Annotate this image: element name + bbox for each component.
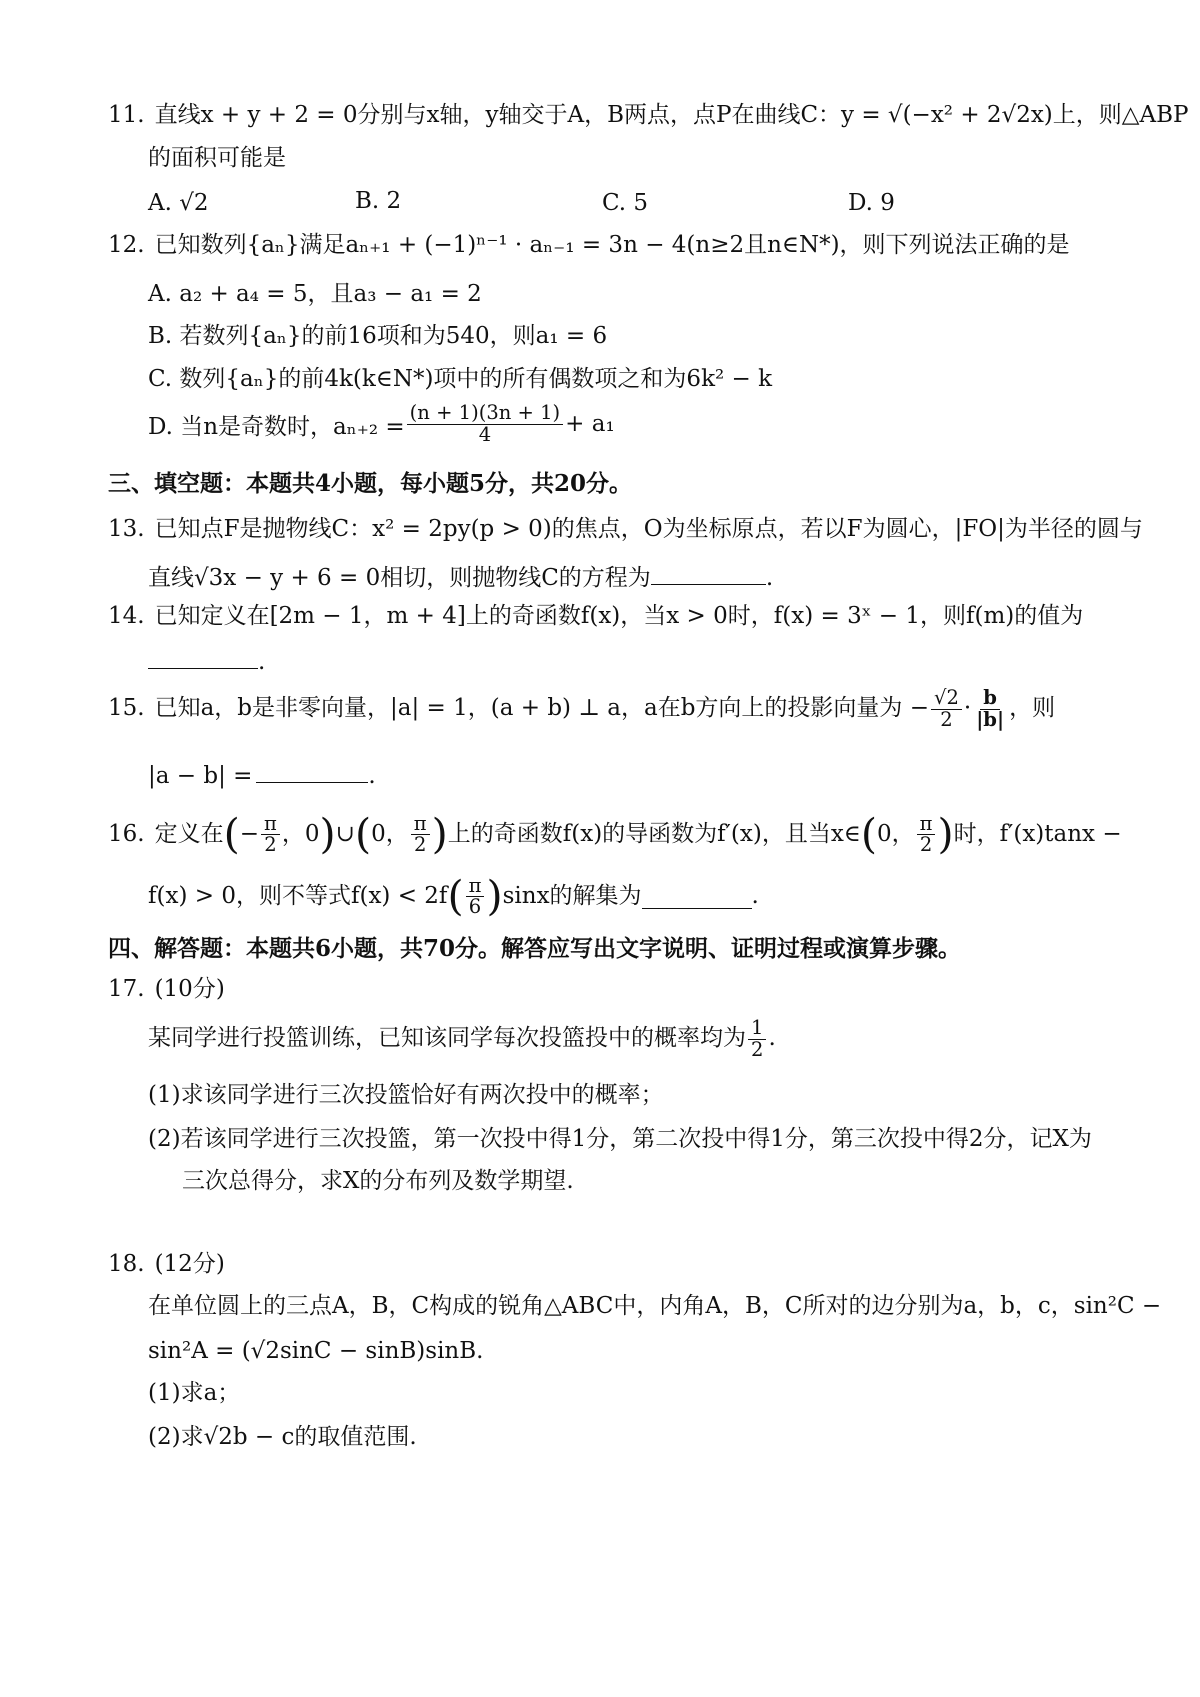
question-stem: 已知a，b是非零向量，|a| = 1，(a + b) ⊥ a，a在b方向上的投影向量为 − bbox=[154, 695, 930, 722]
left-paren: ( bbox=[354, 810, 372, 858]
option-d-text: D. 当n是奇数时，aₙ₊₂ = bbox=[148, 413, 405, 440]
answer-blank bbox=[642, 885, 752, 909]
question-14 bbox=[108, 603, 1083, 631]
question-score: (10分) bbox=[154, 976, 225, 1002]
question-16 bbox=[108, 810, 1122, 860]
fraction-denominator: 2 bbox=[413, 833, 427, 857]
fraction-numerator: π bbox=[917, 814, 936, 836]
question-18-stem-continued: sin²A = (√2sinC − sinB)sinB. bbox=[148, 1338, 484, 1364]
question-number: 12. bbox=[108, 232, 145, 258]
fraction-unit-vector bbox=[973, 688, 1007, 730]
question-end: . bbox=[765, 565, 774, 591]
section-heading-fill-in: 三、填空题：本题共4小题，每小题5分，共20分。 bbox=[108, 470, 633, 497]
fraction bbox=[407, 403, 563, 445]
question-15 bbox=[108, 688, 1055, 730]
fraction-numerator: b bbox=[980, 688, 1000, 710]
question-12 bbox=[108, 232, 1070, 260]
question-stem-continued: |a − b| = bbox=[148, 763, 253, 789]
option-b: B. 若数列{aₙ}的前16项和为540，则a₁ = 6 bbox=[148, 323, 608, 349]
fraction-numerator: π bbox=[411, 814, 430, 836]
question-17-part-2-continued: 三次总得分，求X的分布列及数学期望. bbox=[182, 1168, 574, 1194]
question-stem: 已知点F是抛物线C：x² = 2py(p > 0)的焦点，O为坐标原点，若以F为圆心，|FO|为半径的圆与 bbox=[154, 516, 1143, 542]
question-17-part-1: (1)求该同学进行三次投篮恰好有两次投中的概率； bbox=[148, 1082, 664, 1108]
question-stem: 定义在 bbox=[154, 821, 224, 848]
answer-blank bbox=[256, 759, 368, 783]
right-paren: ) bbox=[431, 810, 448, 858]
question-number: 13. bbox=[108, 516, 145, 542]
fraction-numerator: π bbox=[466, 876, 485, 898]
question-stem: 已知定义在[2m − 1，m + 4]上的奇函数f(x)，当x > 0时，f(x) = 3ˣ − 1，则f(m)的值为 bbox=[154, 603, 1084, 629]
question-number: 18. bbox=[108, 1251, 145, 1277]
option-d-tail: + a₁ bbox=[565, 411, 615, 438]
fraction-numerator: (n + 1)(3n + 1) bbox=[407, 403, 563, 425]
question-number: 16. bbox=[108, 821, 145, 848]
fraction-numerator: π bbox=[261, 814, 280, 836]
question-stem-tail: 时，f′(x)tanx − bbox=[953, 821, 1122, 848]
option-b: B. 2 bbox=[355, 188, 402, 214]
section-heading-solutions: 四、解答题：本题共6小题，共70分。解答应写出文字说明、证明过程或演算步骤。 bbox=[108, 935, 962, 962]
interval-start: 0， bbox=[371, 821, 409, 848]
question-18-header bbox=[108, 1251, 225, 1279]
fraction-denominator: 2 bbox=[751, 1037, 764, 1061]
question-stem-continued: 直线√3x − y + 6 = 0相切，则抛物线C的方程为 bbox=[148, 565, 651, 591]
interval-start: 0， bbox=[876, 821, 915, 848]
right-paren: ) bbox=[937, 810, 954, 858]
minus-sign: − bbox=[239, 821, 260, 848]
option-c: C. 5 bbox=[602, 190, 649, 216]
fraction-denominator: 2 bbox=[264, 833, 277, 857]
question-17-stem bbox=[148, 1018, 776, 1060]
question-18-part-1: (1)求a； bbox=[148, 1380, 241, 1406]
fraction-pi-over-2 bbox=[411, 811, 430, 857]
question-18-part-2: (2)求√2b − c的取值范围. bbox=[148, 1424, 417, 1450]
question-stem-mid: 上的奇函数f(x)的导函数为f′(x)，且当x∈ bbox=[447, 821, 861, 848]
question-score: (12分) bbox=[154, 1251, 225, 1277]
fraction-denominator: 4 bbox=[478, 422, 492, 446]
question-14-line2 bbox=[148, 645, 265, 677]
union-sign: ∪ bbox=[335, 821, 355, 848]
right-paren: ) bbox=[319, 810, 336, 858]
question-17-header bbox=[108, 976, 225, 1004]
fraction-one-half bbox=[748, 1018, 766, 1060]
fraction-pi-over-6 bbox=[466, 873, 485, 919]
question-13-line2 bbox=[148, 561, 773, 593]
question-18-stem: 在单位圆上的三点A，B，C构成的锐角△ABC中，内角A，B，C所对的边分别为a，b，c，sin²C − bbox=[148, 1293, 1162, 1319]
fraction-numerator: √2 bbox=[931, 688, 962, 710]
question-end: . bbox=[258, 649, 266, 675]
option-a: A. a₂ + a₄ = 5，且a₃ − a₁ = 2 bbox=[148, 281, 482, 307]
question-end: . bbox=[768, 1025, 776, 1052]
option-c: C. 数列{aₙ}的前4k(k∈N*)项中的所有偶数项之和为6k² − k bbox=[148, 366, 773, 392]
fraction-denominator: |b| bbox=[976, 707, 1005, 731]
left-paren: ( bbox=[860, 810, 877, 858]
question-end: . bbox=[751, 883, 759, 910]
fraction-pi-over-2 bbox=[917, 811, 936, 857]
fraction-pi-over-2 bbox=[261, 811, 280, 857]
left-paren: ( bbox=[223, 810, 240, 858]
option-a: A. √2 bbox=[148, 190, 209, 216]
answer-blank bbox=[651, 561, 766, 585]
question-stem-tail: ，则 bbox=[1009, 695, 1056, 722]
option-d bbox=[148, 403, 615, 445]
question-17-part-2: (2)若该同学进行三次投篮，第一次投中得1分，第二次投中得1分，第三次投中得2分，记X为 bbox=[148, 1126, 1092, 1152]
question-number: 17. bbox=[108, 976, 145, 1002]
question-13 bbox=[108, 516, 1143, 544]
left-paren: ( bbox=[447, 872, 464, 920]
answer-blank bbox=[148, 645, 258, 669]
question-15-line2 bbox=[148, 759, 376, 791]
fraction-denominator: 2 bbox=[940, 707, 953, 731]
question-number: 15. bbox=[108, 695, 145, 722]
fraction-denominator: 2 bbox=[919, 833, 933, 857]
question-stem-continued-2: sinx的解集为 bbox=[502, 883, 642, 910]
option-d: D. 9 bbox=[848, 190, 895, 216]
question-number: 14. bbox=[108, 603, 145, 629]
question-stem: 直线x + y + 2 = 0分别与x轴，y轴交于A，B两点，点P在曲线C：y = √(−x² + 2√2x)上，则△ABP bbox=[154, 102, 1189, 128]
fraction-denominator: 6 bbox=[468, 895, 482, 919]
right-paren: ) bbox=[486, 872, 503, 920]
question-stem: 某同学进行投篮训练，已知该同学每次投篮投中的概率均为 bbox=[148, 1025, 746, 1052]
dot-operator: · bbox=[963, 695, 972, 722]
fraction-numerator: 1 bbox=[748, 1018, 766, 1040]
question-stem-continued: f(x) > 0，则不等式f(x) < 2f bbox=[148, 883, 448, 910]
question-end: . bbox=[368, 763, 376, 789]
interval-end: ，0 bbox=[281, 821, 320, 848]
question-number: 11. bbox=[108, 102, 145, 128]
fraction-sqrt2-over-2 bbox=[931, 688, 962, 730]
question-16-line2 bbox=[148, 872, 759, 922]
question-11-stem-continued: 的面积可能是 bbox=[148, 145, 286, 171]
question-stem: 已知数列{aₙ}满足aₙ₊₁ + (−1)ⁿ⁻¹ · aₙ₋₁ = 3n − 4(n≥2且n∈N*)，则下列说法正确的是 bbox=[154, 232, 1070, 258]
question-11 bbox=[108, 102, 1188, 130]
